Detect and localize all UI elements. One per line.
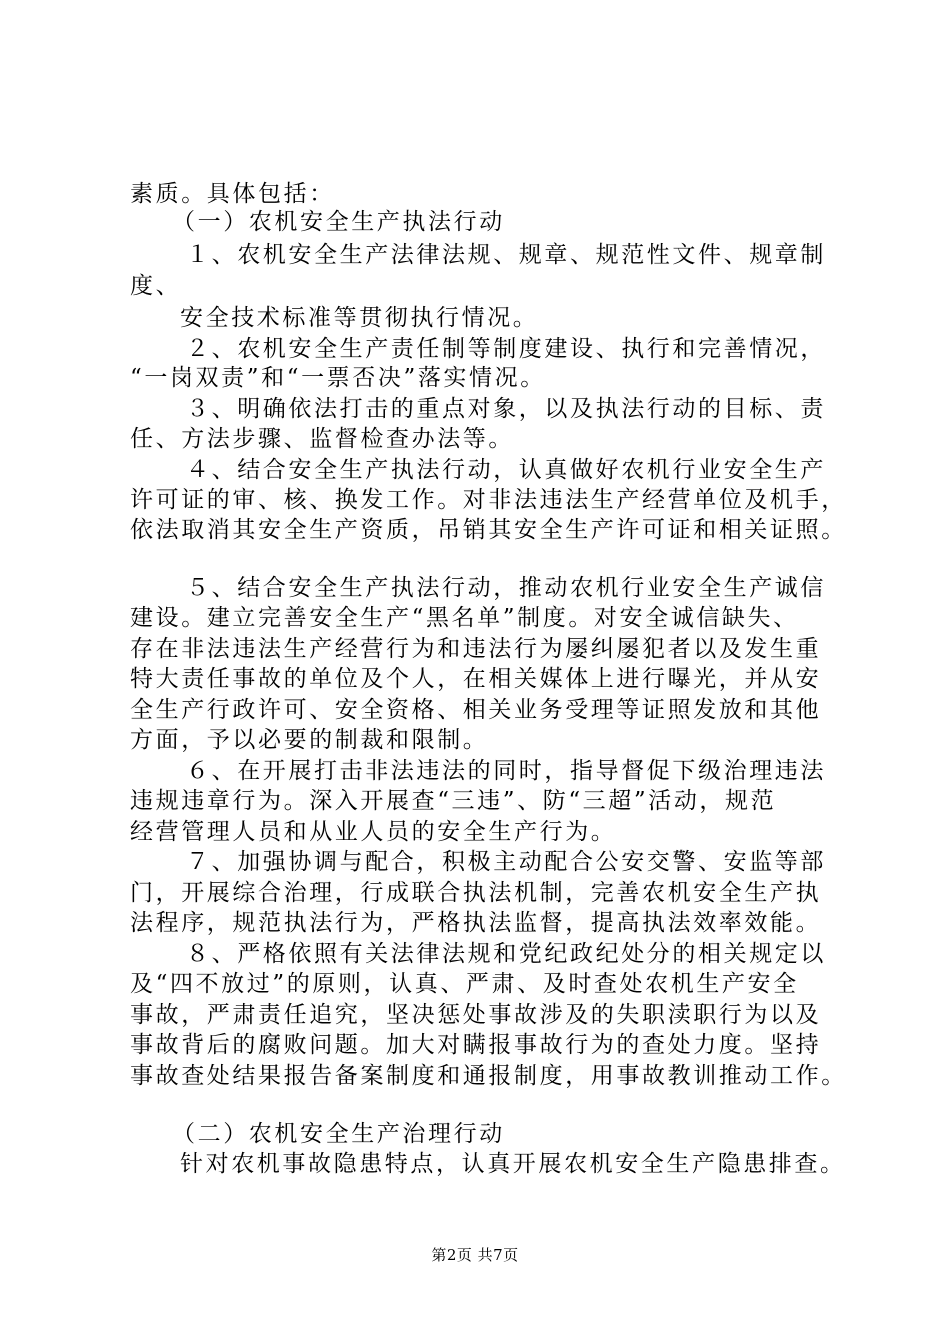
text-line-29: 事故查处结果报告备案制度和通报制度，用事故教训推动工作。 <box>130 1063 847 1089</box>
text-line-10: ４、结合安全生产执法行动，认真做好农机行业安全生产 <box>186 457 826 483</box>
text-line-14: 建设。建立完善安全生产“黑名单”制度。对安全诚信缺失、 <box>130 605 799 631</box>
text-line-13: ５、结合安全生产执法行动，推动农机行业安全生产诚信 <box>186 575 826 601</box>
text-line-24: 法程序，规范执法行为，严格执法监督，提高执法效率效能。 <box>130 910 822 936</box>
text-line-3: １、农机安全生产法律法规、规章、规范性文件、规章制 <box>186 242 826 268</box>
text-line-11: 许可证的审、核、换发工作。对非法违法生产经营单位及机手， <box>130 487 847 513</box>
text-line-31: 针对农机事故隐患特点，认真开展农机安全生产隐患排查。 <box>180 1151 846 1177</box>
text-line-20: 违规违章行为。深入开展查“三违”、防“三超”活动，规范 <box>130 788 777 814</box>
text-line-18: 方面，予以必要的制裁和限制。 <box>130 727 489 753</box>
page-footer: 第2页 共7页 <box>431 1246 519 1264</box>
text-line-7: “一岗双责”和“一票否决”落实情况。 <box>130 365 546 391</box>
text-line-1: 素质。具体包括： <box>130 181 335 207</box>
text-line-15: 存在非法违法生产经营行为和违法行为屡纠屡犯者以及发生重 <box>130 636 822 662</box>
text-line-21: 经营管理人员和从业人员的安全生产行为。 <box>130 819 617 845</box>
text-line-9: 任、方法步骤、监督检查办法等。 <box>130 426 514 452</box>
text-line-22: ７、加强协调与配合，积极主动配合公安交警、安监等部 <box>186 849 826 875</box>
section-heading-2: （二）农机安全生产治理行动 <box>172 1121 505 1147</box>
text-line-25: ８、严格依照有关法律法规和党纪政纪处分的相关规定以 <box>186 941 826 967</box>
text-line-23: 门，开展综合治理，行成联合执法机制，完善农机安全生产执 <box>130 880 822 906</box>
text-line-8: ３、明确依法打击的重点对象，以及执法行动的目标、责 <box>186 396 826 422</box>
text-line-27: 事故，严肃责任追究，坚决惩处事故涉及的失职渎职行为以及 <box>130 1002 822 1028</box>
text-line-16: 特大责任事故的单位及个人，在相关媒体上进行曝光，并从安 <box>130 666 822 692</box>
text-line-5: 安全技术标准等贯彻执行情况。 <box>180 305 539 331</box>
text-line-19: ６、在开展打击非法违法的同时，指导督促下级治理违法 <box>186 758 826 784</box>
text-line-26: 及“四不放过”的原则，认真、严肃、及时查处农机生产安全 <box>130 971 799 997</box>
text-line-28: 事故背后的腐败问题。加大对瞒报事故行为的查处力度。坚持 <box>130 1032 822 1058</box>
text-line-12: 依法取消其安全生产资质，吊销其安全生产许可证和相关证照。 <box>130 517 847 543</box>
text-line-6: ２、农机安全生产责任制等制度建设、执行和完善情况， <box>186 336 826 362</box>
section-heading-1: （一）农机安全生产执法行动 <box>172 209 505 235</box>
text-line-17: 全生产行政许可、安全资格、相关业务受理等证照发放和其他 <box>130 697 822 723</box>
text-line-4: 度、 <box>130 273 182 299</box>
